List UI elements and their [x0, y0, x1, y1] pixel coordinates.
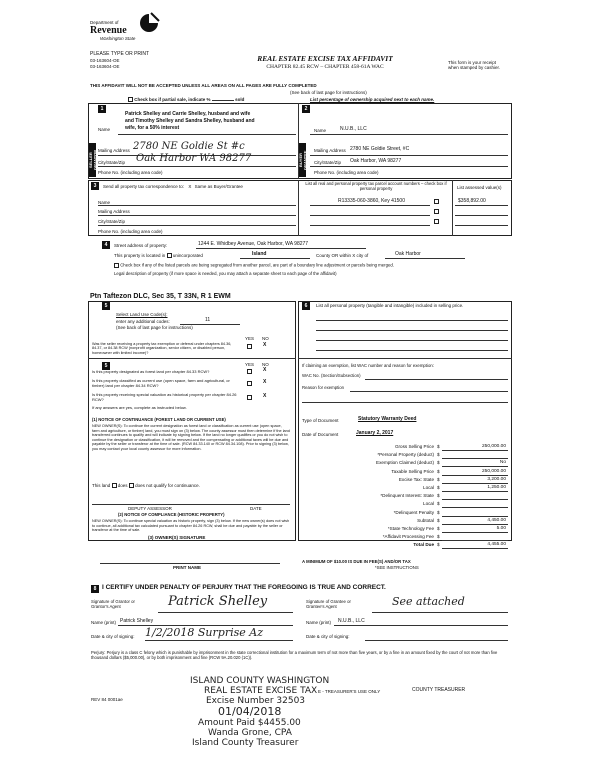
section-number-3-corr: 3 — [91, 182, 99, 190]
seller-city-label: City/State/Zip — [98, 160, 126, 165]
tax-row-label: Excise Tax: State — [398, 476, 434, 482]
tax-row-line — [442, 466, 508, 467]
exemption-yes-checkbox[interactable] — [247, 344, 252, 349]
stamp-line-3: Excise Number 32503 — [206, 696, 306, 706]
if-any-yes: If any answers are yes, complete as instructed below. — [92, 405, 187, 410]
forest-question: Is this property designated as forest land per chapter 84.33 RCW? — [92, 369, 210, 374]
land-use-label: Select Land Use Code(s): — [116, 312, 168, 317]
tax-row-label: Exemption Claimed (deduct) — [376, 460, 434, 466]
partial-sale-row — [128, 97, 244, 102]
segregated-checkbox[interactable] — [114, 263, 119, 268]
located-row — [114, 253, 203, 258]
tax-row-dollar: $ — [437, 476, 440, 482]
minimum-fee-label: A MINIMUM OF $10.00 IS DUE IN FEE(S) AND/OR TAX — [302, 559, 411, 564]
tax-row-amount[interactable]: 4,455.00 — [487, 542, 506, 548]
print-name-label: PRINT NAME — [173, 565, 201, 570]
exemption-yes-header: YES — [245, 336, 255, 341]
exemption-question: Was the seller receiving a property tax exemption or deferral under chapters 84.36, 84.37, or 84.38 RCW (nonprofit organization, senior citizen, or disabled person, homeowner with limited income)? — [92, 342, 232, 355]
does-label: does — [117, 483, 128, 488]
grantor-name-print[interactable]: Patrick Shelley — [120, 618, 154, 624]
receipt-note-2: when stamped by cashier. — [448, 65, 501, 70]
tax-row-dollar: $ — [437, 542, 440, 548]
tax-row-line — [442, 475, 508, 476]
parcel-personal-checkbox-1[interactable] — [434, 199, 439, 204]
see-back-header: (See back of last page for instructions) — [290, 90, 367, 95]
tax-row-dollar: $ — [437, 468, 440, 474]
tax-row-dollar: $ — [437, 485, 440, 490]
designation-no-header: NO — [262, 362, 269, 367]
section-number-6-personal: 6 — [302, 302, 310, 310]
tax-row-label: *State Technology Fee — [387, 526, 434, 531]
section-number-1: 1 — [98, 105, 106, 113]
assessed-value[interactable]: $358,892.00 — [458, 198, 486, 204]
tax-row-line — [442, 516, 508, 517]
dept-state: Washington State — [100, 36, 136, 41]
revenue-logo-icon — [138, 12, 160, 34]
parcel-personal-checkbox-3[interactable] — [434, 219, 439, 224]
seller-name-2: and Timothy Shelley and Sandra Shelley, husband and — [125, 118, 255, 124]
assessed-header: List assessed value(s) — [457, 185, 502, 190]
tax-row-label: Subtotal — [417, 517, 434, 523]
tax-row-dollar: $ — [437, 534, 440, 540]
buyer-name-label: Name — [314, 128, 327, 133]
percent-label: List percentage of ownership acquired next to each name. — [310, 97, 435, 102]
tax-row-dollar: $ — [437, 509, 440, 515]
grantee-signature[interactable]: See attached — [392, 595, 465, 608]
tax-row-line — [442, 524, 508, 525]
notice2-title: (2) NOTICE OF COMPLIANCE (HISTORIC PROPERTY) — [118, 512, 225, 517]
tax-row-label: Total Due — [413, 542, 434, 548]
tax-row-amount[interactable]: 1,250.00 — [487, 485, 506, 490]
tax-row-dollar: $ — [437, 501, 440, 507]
see-instructions-label: *SEE INSTRUCTIONS — [375, 565, 419, 570]
current-use-yes-checkbox[interactable] — [247, 381, 252, 386]
doc-type-label: Type of Document — [302, 418, 339, 423]
grantee-date-label: Date & city of signing: — [306, 634, 350, 639]
grantor-date-label: Date & city of signing: — [91, 634, 135, 639]
send-corr-row: Send all property tax correspondence to: X Same as Buyer/Grantee — [103, 184, 243, 189]
street-label: Street address of property: — [114, 243, 168, 248]
section-number-2-buyer: 2 — [302, 105, 310, 113]
legal-value[interactable]: Ptn Taftezon DLC, Sec 35, T 33N, R 1 EWM — [90, 293, 231, 300]
stamp-line-6: Wanda Grone, CPA — [208, 728, 292, 738]
forest-no-mark[interactable]: X — [263, 367, 267, 373]
additional-codes-label: enter any additional codes: — [116, 319, 170, 324]
buyer-phone-label: Phone No. (including area code) — [314, 170, 379, 175]
tax-row-label: *Delinquent Penalty — [393, 509, 434, 515]
grantee-name-print[interactable]: N.U.B., LLC — [338, 618, 365, 624]
section-number-5-landuse: 5 — [102, 302, 110, 310]
tax-row-dollar: $ — [437, 444, 440, 449]
reason-label: Reason for exemption — [302, 385, 345, 390]
tax-row-line — [442, 450, 508, 451]
county-value[interactable]: Island — [252, 251, 267, 257]
notice1-body: NEW OWNER(S): To continue the current designation as forest land or classification as current use (open space, farm and agriculture, or timber) land, you must sign on (3) below. The county assessor must then determine if the land transferred continues to qualify and will indicate by signing below. If the land no longer qualifies or you do not wish to continue the designation or classification, it will be removed and the compensating or additional taxes will be due and payable by the seller or transferor at the time of sale. (RCW 84.33.140 or RCW 84.34.108). Prior to signing (3) below, you may contact your local county assessor for more information. — [92, 424, 290, 451]
partial-sale-label: Check box if partial sale, indicate % — [134, 97, 211, 102]
buyer-city-value[interactable]: Oak Harbor, WA 98277 — [350, 158, 402, 164]
tax-row-label: Taxable Selling Price — [391, 468, 434, 474]
section-number-5-designation: 5 — [102, 362, 110, 370]
stamp-line-7: Island County Treasurer — [192, 738, 299, 748]
tax-row-line — [442, 548, 508, 549]
form-code-1: 03-163604-OE — [90, 58, 120, 63]
historic-question: Is this property receiving special valuation as historical property per chapter 84.26 RCW? — [92, 392, 237, 402]
grantor-sig-label: Signature of Grantor or Grantor's Agent — [91, 599, 135, 609]
parcel-value[interactable]: R13335-060-3860, Key 41500 — [338, 198, 405, 204]
land-does-checkbox[interactable] — [112, 483, 117, 488]
dept-line: Department of — [90, 20, 119, 25]
tax-row-dollar: $ — [437, 517, 440, 523]
tax-row-label: Gross Selling Price — [394, 444, 434, 449]
parcel-personal-checkbox-2[interactable] — [434, 209, 439, 214]
located-label: This property is located in — [114, 253, 166, 258]
historic-yes-checkbox[interactable] — [247, 395, 252, 400]
exemption-claim-label: If claiming an exemption, list WAC number and reason for exemption: — [302, 363, 434, 368]
form-code-2: 03-163604-OE — [90, 64, 120, 69]
tax-row-line — [442, 499, 508, 500]
legal-label: Legal description of property (if more space is needed, you may attach a separate sheet to each page of the affidavit) — [114, 271, 337, 276]
dept-name: Revenue — [90, 25, 127, 36]
buyer-tag: BUYER GRANTEE — [299, 143, 306, 177]
buyer-mailing-label: Mailing Address — [314, 148, 346, 153]
land-use-see-back: (See back of last page for instructions) — [116, 325, 193, 330]
grantee-sig-label: Signature of Grantee or Grantee's Agent — [306, 599, 351, 609]
tax-row-line — [442, 458, 508, 459]
buyer-mailing-value[interactable]: 2780 NE Goldie Street, #C — [350, 146, 410, 152]
tax-row-amount[interactable]: 5.00 — [496, 526, 506, 531]
tax-row-line — [442, 507, 508, 508]
tax-row-amount[interactable]: 4,450.00 — [487, 517, 506, 523]
tax-row-label: *Personal Property (deduct) — [377, 452, 434, 458]
segregated-row — [114, 263, 394, 269]
grantor-date-city[interactable]: 1/2/2018 Surprise Az — [145, 626, 263, 639]
personal-property-label: List all personal property (tangible and intangible) included in selling price. — [316, 303, 464, 308]
doc-type-value[interactable]: Statutory Warranty Deed — [358, 416, 417, 422]
land-label: This land — [92, 483, 111, 488]
grantee-name-print-label: Name (print) — [306, 620, 332, 625]
doc-date-value[interactable]: January 2, 2017 — [356, 430, 394, 436]
seller-city-value[interactable]: Oak Harbor WA 98277 — [136, 153, 252, 164]
deputy-date-label: DATE — [250, 506, 262, 511]
land-qualify-row — [92, 483, 200, 488]
perjury-notice: Perjury: Perjury is a class C felony which is punishable by imprisonment in the state correctional institution for a maximum term of not more than five years, or by a fine in an amount fixed by the court of not more than five thousand dollars ($5,000.00), or by both imprisonment and fine (RCW 9A.20.020 (1C)). — [91, 650, 498, 661]
tax-row-amount[interactable]: 250,000.00 — [481, 468, 506, 474]
please-type: PLEASE TYPE OR PRINT — [90, 51, 150, 57]
form-title: REAL ESTATE EXCISE TAX AFFIDAVIT — [257, 54, 393, 63]
current-use-no-mark[interactable]: X — [263, 379, 267, 385]
seller-mailing-value[interactable]: 2780 NE Goldie St #c — [133, 141, 245, 152]
historic-no-mark[interactable]: X — [263, 393, 267, 399]
corr-mailing-label: Mailing Address — [98, 209, 130, 214]
tax-row-line — [442, 491, 508, 492]
revenue-logo — [90, 12, 170, 48]
seller-mailing-label: Mailing Address — [98, 148, 130, 153]
tax-row-dollar: $ — [437, 493, 440, 499]
tax-row-dollar: $ — [437, 452, 440, 458]
tax-row-amount[interactable]: 3,200.00 — [487, 476, 506, 482]
street-value[interactable]: 1244 E. Whidbey Avenue, Oak Harbor, WA 98277 — [198, 241, 309, 247]
partial-sale-checkbox[interactable] — [128, 97, 133, 102]
seller-name-3: wife, for a 50% interest — [125, 125, 180, 131]
stamp-line-4: 01/04/2018 — [218, 705, 282, 718]
land-use-code[interactable]: 11 — [205, 317, 211, 323]
grantor-signature[interactable]: Patrick Shelley — [168, 594, 268, 609]
not-qualify-label: does not qualify for continuance. — [135, 483, 200, 488]
buyer-city-label: City/State/Zip — [314, 160, 342, 165]
unincorporated-label: unincorporated — [172, 253, 203, 258]
forest-yes-checkbox[interactable] — [247, 369, 252, 374]
tax-row-label: Local — [423, 501, 434, 507]
section-number-8: 8 — [91, 585, 99, 593]
owner-signature-label: (3) OWNER(S) SIGNATURE — [148, 535, 206, 540]
seller-name-1: Patrick Shelley and Carrie Shelley, husband and wife — [125, 111, 251, 117]
rev-code: REV 84 0001ae — [91, 697, 123, 702]
grantor-name-print-label: Name (print) — [91, 620, 117, 625]
certify-statement: I CERTIFY UNDER PENALTY OF PERJURY THAT THE FOREGOING IS TRUE AND CORRECT. — [102, 584, 386, 591]
city-value[interactable]: Oak Harbor — [395, 251, 421, 257]
deputy-assessor-label: DEPUTY ASSESSOR — [128, 506, 172, 511]
parcel-header: List all real and personal property tax parcel account numbers – check box if personal property — [305, 181, 447, 191]
tax-row-line — [442, 483, 508, 484]
current-use-question: Is this property classified as current use (open space, farm and agricultural, or timber) land per chapter 84.34 RCW? — [92, 378, 230, 388]
sold-label: sold — [235, 97, 245, 102]
wac-label: WAC No. (Section/Subsection) — [302, 373, 361, 378]
land-does-not-checkbox[interactable] — [129, 483, 134, 488]
doc-date-label: Date of Document — [302, 432, 339, 437]
notice1-title: (1) NOTICE OF CONTINUANCE (FOREST LAND OR CURRENT USE) — [92, 417, 226, 422]
send-corr-label: Send all property tax correspondence to: — [103, 184, 185, 189]
tax-row-dollar: $ — [437, 460, 440, 466]
notice2-body: NEW OWNER(S): To continue special valuation as historic property, sign (3) below. If the new owner(s) does not wish to continue, all additional tax calculated pursuant to chapter 84.26 RCW, shall be due and payable by the seller or transferor at the time of sale. — [92, 519, 290, 533]
stamp-line-2: REAL ESTATE EXCISE TAX — [204, 686, 318, 696]
form-chapter: CHAPTER 82.45 RCW – CHAPTER 458-61A WAC — [266, 64, 384, 70]
seller-tag: SELLER GRANTOR — [89, 143, 96, 177]
section-number-4-street: 4 — [102, 241, 110, 249]
unincorporated-checkbox[interactable] — [167, 253, 172, 258]
segregated-label: Check box if any of the listed parcels are being segregated from another parcel, are part of a boundary line adjustment or parcels being merged. — [120, 262, 394, 268]
exemption-no-header: NO — [262, 336, 269, 341]
corr-name-label: Name — [98, 200, 111, 205]
tax-row-label: *Delinquent Interest: State — [380, 493, 434, 499]
county-label: County OR within X city of — [316, 253, 369, 258]
tax-row-line — [442, 532, 508, 533]
buyer-name-value[interactable]: N.U.B., LLC — [340, 126, 367, 132]
treasurer-use-label: E - TREASURER'S USE ONLY — [318, 689, 381, 694]
stamp-line-5: Amount Paid $4455.00 — [198, 718, 301, 728]
county-treasurer-label: COUNTY TREASURER — [412, 687, 466, 693]
corr-phone-label: Phone No. (including area code) — [98, 229, 163, 234]
stamp-line-1: ISLAND COUNTY WASHINGTON — [190, 676, 330, 686]
corr-city-label: City/State/Zip — [98, 219, 126, 224]
tax-row-amount[interactable]: No — [499, 460, 506, 466]
seller-phone-label: Phone No. (including area code) — [98, 170, 163, 175]
tax-row-amount[interactable]: 250,000.00 — [481, 444, 506, 449]
warning-text: THIS AFFIDAVIT WILL NOT BE ACCEPTED UNLESS ALL AREAS ON ALL PAGES ARE FULLY COMPLETED — [90, 83, 317, 88]
seller-name-label: Name — [98, 127, 111, 132]
same-as-buyer-label: Same as Buyer/Grantee — [194, 184, 243, 189]
tax-row-label: *Affidavit Processing Fee — [382, 534, 434, 540]
tax-row-label: Local — [423, 485, 434, 490]
designation-yes-header: YES — [245, 362, 255, 367]
receipt-note-1: This form is your receipt — [448, 60, 497, 65]
tax-row-dollar: $ — [437, 526, 440, 531]
exemption-no-mark[interactable]: X — [263, 342, 267, 348]
